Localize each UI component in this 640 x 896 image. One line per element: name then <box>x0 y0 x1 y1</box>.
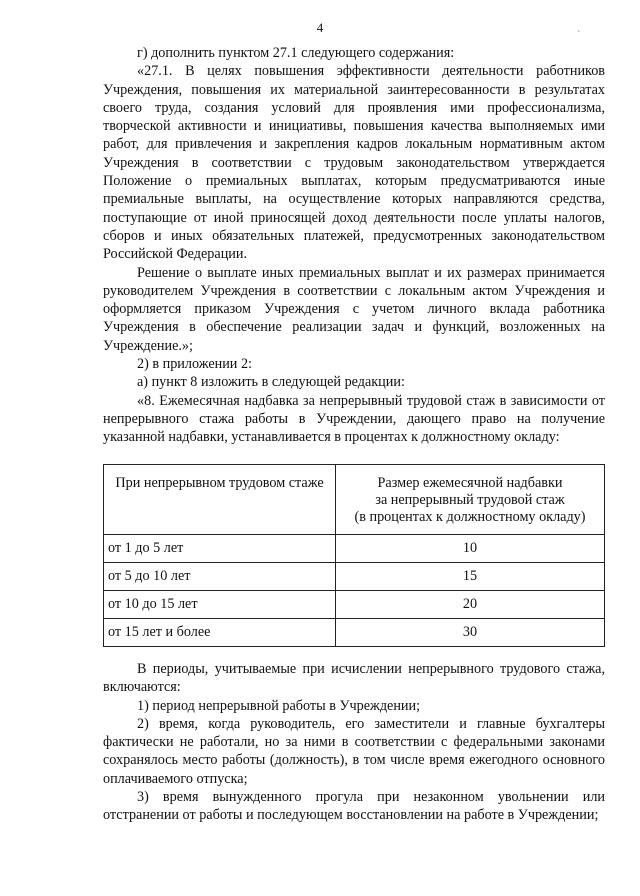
table-header-row <box>104 465 605 535</box>
paragraph: г) дополнить пунктом 27.1 следующего содержания: <box>137 45 455 61</box>
table-cell-value: 30 <box>336 619 605 647</box>
page-number: 4 <box>316 20 324 35</box>
header-line: (в процентах к должностному окладу) <box>354 509 586 525</box>
table-row <box>104 563 605 591</box>
paragraph: 2) в приложении 2: <box>137 356 252 373</box>
table-row <box>104 619 605 647</box>
paragraph: В периоды, учитываемые при исчислении непрерывного трудового стажа, включаются: <box>103 661 605 696</box>
corner-mark: ˋ <box>577 30 581 41</box>
table-cell-value: 20 <box>336 591 605 619</box>
paragraph: «8. Ежемесячная надбавка за непрерывный трудовой стаж в зависимости от непрерывного стажа работы в Учреждении, дающего право на получение указанной надбавки, устанавливается в процентах к должностному окладу: <box>103 392 605 446</box>
table-cell-period: от 1 до 5 лет <box>104 535 336 563</box>
paragraph: 3) время вынужденного прогула при незаконном увольнении или отстранении от работы и последующем восстановлении на работе в Учреждении; <box>103 789 605 824</box>
table-cell-value: 10 <box>336 535 605 563</box>
table-cell-period: от 15 лет и более <box>104 619 336 647</box>
paragraph: «27.1. В целях повышения эффективности деятельности работников Учреждения, повышения их материальной заинтересованности в результатах своего труда, создания условий для проявления ими профессионализма, творческой активности и инициативы, повышения качества выполняемых ими работ, для привлечения и закрепления кадров локальным нормативным актом Учреждения в соответствии с трудовым законодательством утверждается Положение о премиальных выплатах, которым предусматриваются иные премиальные выплаты, на осуществление которых направляются средства, поступающие от иной приносящей доход деятельности после уплаты налогов, сборов и иных обязательных платежей, предусмотренных законодательством Российской Федерации. <box>103 63 605 263</box>
paragraph: Решение о выплате иных премиальных выплат и их размерах принимается руководителем Учреждения в соответствии с локальным актом Учреждения и оформляется приказом Учреждения с учетом личного вклада работника Учреждения в обеспечение реализации задач и функций, возложенных на Учреждение.»; <box>103 264 605 354</box>
body-text-top <box>103 44 605 447</box>
table-cell-period: от 5 до 10 лет <box>104 563 336 591</box>
header-line: Размер ежемесячной надбавки <box>377 475 563 491</box>
table-header-size <box>336 465 605 535</box>
header-line: за непрерывный трудовой стаж <box>375 492 565 508</box>
table-cell-value: 15 <box>336 563 605 591</box>
paragraph: 2) время, когда руководитель, его заместители и главные бухгалтеры фактически не работали, но за ними в соответствии с федеральными законами сохранялось место работы (должность), в том числе время ежегодного основного оплачиваемого отпуска; <box>103 715 605 787</box>
table-cell-period: от 10 до 15 лет <box>104 591 336 619</box>
table-row <box>104 535 605 563</box>
table-row <box>104 591 605 619</box>
seniority-allowance-table <box>103 464 605 647</box>
body-text-bottom <box>103 660 605 825</box>
table-header-period <box>104 465 336 535</box>
header-text: При непрерывном трудовом стаже <box>115 475 324 491</box>
paragraph: 1) период непрерывной работы в Учреждении; <box>137 697 421 714</box>
paragraph: а) пункт 8 изложить в следующей редакции: <box>137 374 405 391</box>
